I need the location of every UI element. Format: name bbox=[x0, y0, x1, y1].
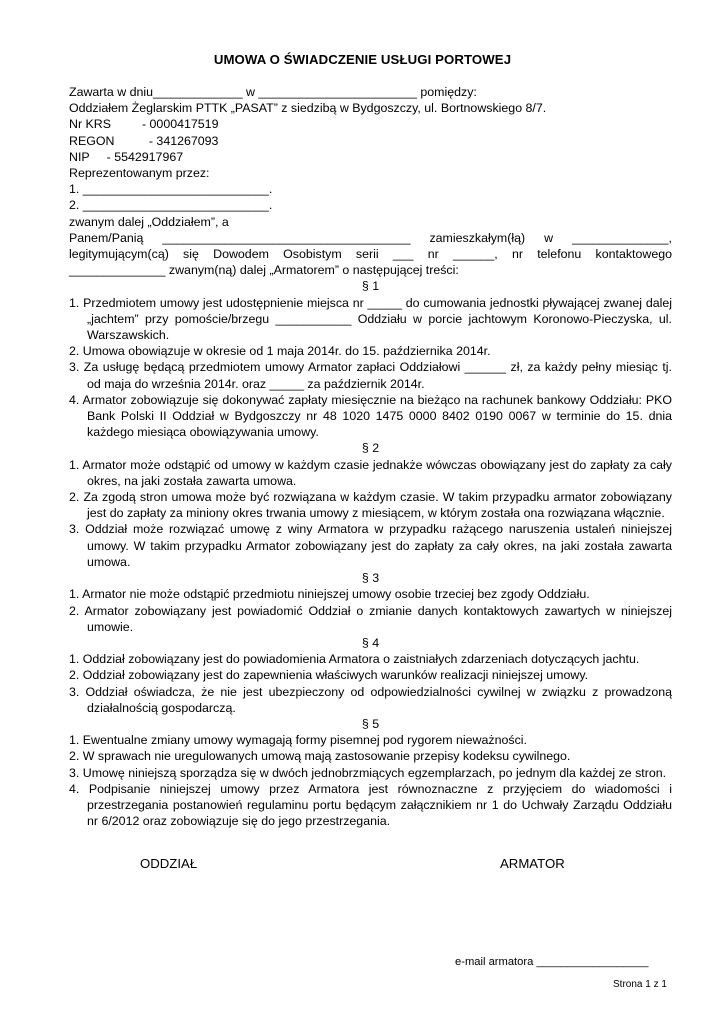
party-name-line: Panem/Panią ____________________________________ zamieszkałym(łą) w ______________, bbox=[69, 230, 672, 245]
list-item: 3. Oddział może rozwiązać umowę z winy Armatora w przypadku rażącego naruszenia ustaleń niniejszej umowy. W takim przypadku Armator zobowiązany jest do zapłaty za cały okres, na jaki została zawarta umowa. bbox=[69, 522, 672, 569]
list-item: 3. Oddział oświadcza, że nie jest ubezpieczony od odpowiedzialności cywilnej w związku z prowadzoną działalnością gospodarczą. bbox=[69, 684, 672, 715]
section-3 bbox=[69, 570, 672, 635]
list-item: 2. Oddział zobowiązany jest do zapewnienia właściwych warunków realizacji niniejszej umowy. bbox=[69, 668, 589, 683]
representative-2-line: 2. ___________________________. bbox=[69, 198, 273, 213]
contract-date-line: Zawarta w dniu_____________ w _______________________ pomiędzy: bbox=[69, 85, 477, 99]
party-armator-line: ______________ zwanym(ną) dalej „Armatorem” o następującej treści: bbox=[69, 263, 459, 278]
list-item: 1. Armator może odstąpić od umowy w każdym czasie jednakże wówczas obowiązany jest do zapłaty za cały okres, na jaki została zawarta umowa. bbox=[69, 457, 672, 488]
document-body bbox=[69, 84, 672, 829]
list-item: 2. W sprawach nie uregulowanych umową mają zastosowanie przepisy kodeksu cywilnego. bbox=[69, 749, 571, 764]
list-item: 2. Armator zobowiązany jest powiadomić Oddział o zmianie danych kontaktowych zawartych w niniejszej umowie. bbox=[69, 603, 672, 634]
signature-oddzial: ODDZIAŁ bbox=[140, 856, 198, 871]
organization-line: Oddziałem Żeglarskim PTTK „PASAT” z siedzibą w Bydgoszczy, ul. Bortnowskiego 8/7. bbox=[69, 101, 547, 116]
section-2 bbox=[69, 440, 672, 570]
list-item: 4. Armator zobowiązuje się dokonywać zapłaty miesięcznie na bieżąco na rachunek bankowy Oddziału: PKO Bank Polski II Oddział w Bydgoszczy nr 48 1020 1475 0000 8402 0190 0067 w terminie do 15. dnia każdego miesiąca obowiązywania umowy. bbox=[69, 392, 672, 440]
section-5 bbox=[69, 716, 672, 829]
section-4 bbox=[69, 635, 672, 716]
list-item: 2. Za zgodą stron umowa może być rozwiązana w każdym czasie. W takim przypadku armator zobowiązany jest do zapłaty za miniony okres trwania umowy z miesiącem, w którym została ona rozwiązana włącznie. bbox=[69, 490, 672, 521]
armator-email-line: e-mail armatora __________________ bbox=[455, 956, 649, 968]
list-item: 1. Przedmiotem umowy jest udostępnienie miejsca nr _____ do cumowania jednostki pływającej zwanej dalej „jachtem” przy pomoście/brzegu ___________ Oddziału w porcie jachtowym Koronowo-Pieczyska, ul. Warszawskich. bbox=[69, 295, 672, 343]
list-item: 1. Oddział zobowiązany jest do powiadomienia Armatora o zaistniałych zdarzeniach dotyczących jachtu. bbox=[69, 652, 640, 667]
header-block bbox=[69, 84, 672, 230]
regon-line: REGON - 341267093 bbox=[69, 133, 219, 148]
nip-line: NIP - 5542917967 bbox=[69, 149, 184, 164]
represented-by-line: Reprezentowanym przez: bbox=[69, 166, 210, 181]
signature-armator: ARMATOR bbox=[500, 856, 565, 871]
section-heading: § 3 bbox=[361, 571, 380, 586]
document-title: UMOWA O ŚWIADCZENIE USŁUGI PORTOWEJ bbox=[213, 52, 512, 67]
list-item: 1. Ewentualne zmiany umowy wymagają formy pisemnej pod rygorem nieważności. bbox=[69, 733, 527, 748]
list-item: 4. Podpisanie niniejszej umowy przez Armatora jest równoznaczne z przyjęciem do wiadomości i przestrzegania postanowień regulaminu portu będącym załącznikiem nr 1 do Uchwały Zarządu Oddziału nr 6/2012 oraz zobowiązuje się do jego przestrzegania. bbox=[69, 781, 672, 829]
section-heading: § 5 bbox=[361, 716, 380, 731]
section-heading: § 2 bbox=[361, 441, 380, 456]
section-heading: § 1 bbox=[361, 279, 380, 294]
representative-1-line: 1. ___________________________. bbox=[69, 182, 273, 197]
page-number: Strona 1 z 1 bbox=[613, 979, 667, 990]
section-heading: § 4 bbox=[361, 635, 380, 650]
list-item: 3. Umowę niniejszą sporządza się w dwóch jednobrzmiących egzemplarzach, po jednym dla każdej ze stron. bbox=[69, 765, 667, 780]
called-hereinafter-line: zwanym dalej „Oddziałem”, a bbox=[69, 214, 229, 229]
party-block bbox=[69, 230, 672, 279]
krs-line: Nr KRS - 0000417519 bbox=[69, 117, 219, 132]
list-item: 2. Umowa obowiązuje w okresie od 1 maja 2014r. do 15. października 2014r. bbox=[69, 344, 491, 359]
party-id-line: legitymującym(cą) się Dowodem Osobistym serii ___ nr ______, nr telefonu kontaktowego bbox=[69, 247, 672, 262]
list-item: 3. Za usługę będącą przedmiotem umowy Armator zapłaci Oddziałowi ______ zł, za każdy pełny miesiąc tj. od maja do września 2014r. oraz _____ za październik 2014r. bbox=[69, 360, 672, 391]
list-item: 1. Armator nie może odstąpić przedmiotu niniejszej umowy osobie trzeciej bez zgody Oddziału. bbox=[69, 587, 590, 602]
section-1 bbox=[69, 278, 672, 440]
